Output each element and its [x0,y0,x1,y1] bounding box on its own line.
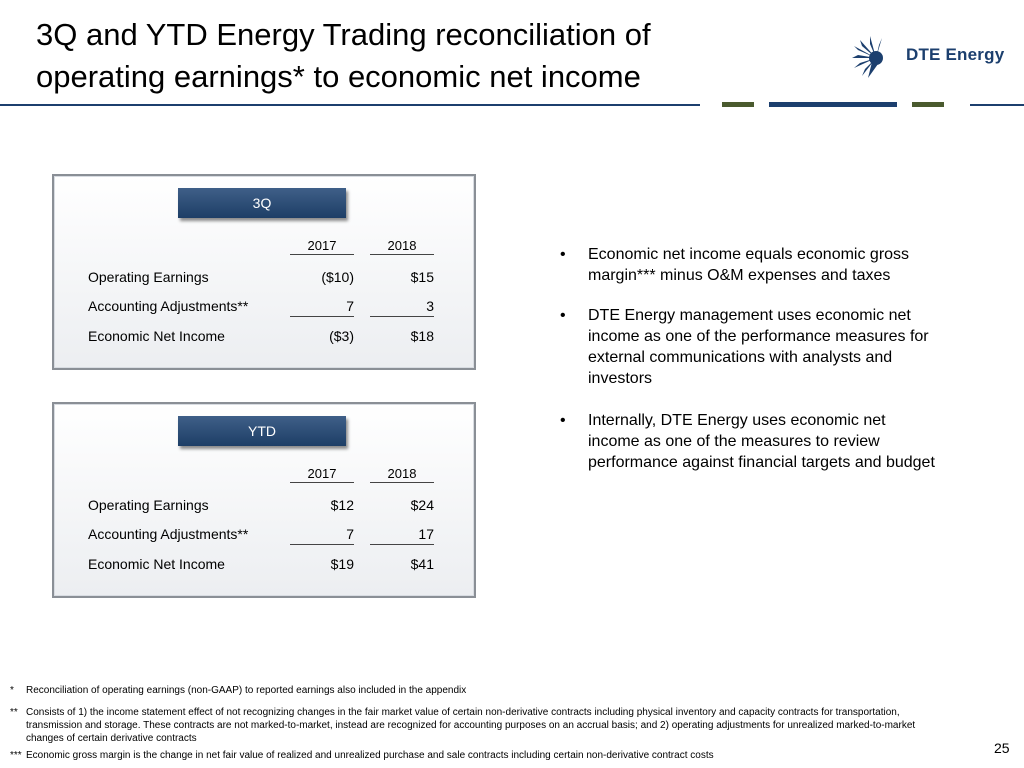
value-cell: 7 [290,526,354,545]
value-cell: $24 [410,497,434,513]
accent-bar [912,102,944,107]
bullet-glyph: • [560,307,566,324]
title-underline [0,104,700,106]
panel-tag-3q: 3Q [178,188,346,218]
row-label: Accounting Adjustments** [88,526,249,542]
page-number: 25 [994,740,1010,756]
value-cell: $18 [410,328,434,344]
row-label: Economic Net Income [88,556,225,572]
value-cell: $12 [330,497,354,513]
footnote-marker: *** [10,750,22,761]
bullet-text: Economic net income equals economic gross margin*** minus O&M expenses and taxes [588,246,910,284]
row-label: Economic Net Income [88,328,225,344]
bullet-item [560,244,940,286]
footnote [10,749,930,762]
column-header-2018: 2018 [370,238,434,255]
bullet-glyph: • [560,246,566,263]
accent-bar [722,102,754,107]
value-cell: 3 [370,298,434,317]
footnote-marker: ** [10,707,18,718]
panel-3q [52,174,476,370]
accent-bar [970,104,1024,106]
value-cell: ($3) [329,328,354,344]
row-label: Accounting Adjustments** [88,298,249,314]
bullet-glyph: • [560,412,566,429]
bullet-item [560,410,940,473]
bullet-list [560,244,940,485]
value-cell: 17 [370,526,434,545]
row-label: Operating Earnings [88,269,209,285]
row-label: Operating Earnings [88,497,209,513]
bullet-text: Internally, DTE Energy uses economic net income as one of the measures to review performance against financial targets and budget [588,412,935,471]
footnote-text: Economic gross margin is the change in net fair value of realized and unrealized purchase and sale contracts including certain non-derivative contract costs [26,750,714,761]
footnote-text: Reconciliation of operating earnings (non-GAAP) to reported earnings also included in the appendix [26,685,467,696]
footnote-marker: * [10,685,14,696]
footnote [10,706,930,745]
value-cell: ($10) [321,269,354,285]
column-header-2017: 2017 [290,238,354,255]
column-header-2018: 2018 [370,466,434,483]
value-cell: 7 [290,298,354,317]
company-logo [848,36,1018,80]
sunburst-logo-icon [848,36,904,80]
bullet-item [560,305,940,389]
panel-tag-ytd: YTD [178,416,346,446]
panel-ytd [52,402,476,598]
title-line-2: operating earnings* to economic net income [36,59,641,94]
bullet-text: DTE Energy management uses economic net income as one of the performance measures for external communications with analysts and investors [588,307,929,387]
accent-bar [769,102,897,107]
title-line-1: 3Q and YTD Energy Trading reconciliation of [36,17,651,52]
value-cell: $19 [330,556,354,572]
value-cell: $41 [410,556,434,572]
footnote-text: Consists of 1) the income statement effect of not recognizing changes in the fair market value of certain non-derivative contracts including physical inventory and capacity contracts for transportation, transmission and storage. These contracts are not marked-to-market, instead are recognized for accounting purposes on an accrual basis; and 2) operating adjustments for unrealized marked-to-market changes of certain derivative contracts [26,707,916,744]
logo-text: DTE Energy [906,45,1005,64]
footnote [10,684,930,697]
page-title [36,14,736,98]
column-header-2017: 2017 [290,466,354,483]
value-cell: $15 [410,269,434,285]
